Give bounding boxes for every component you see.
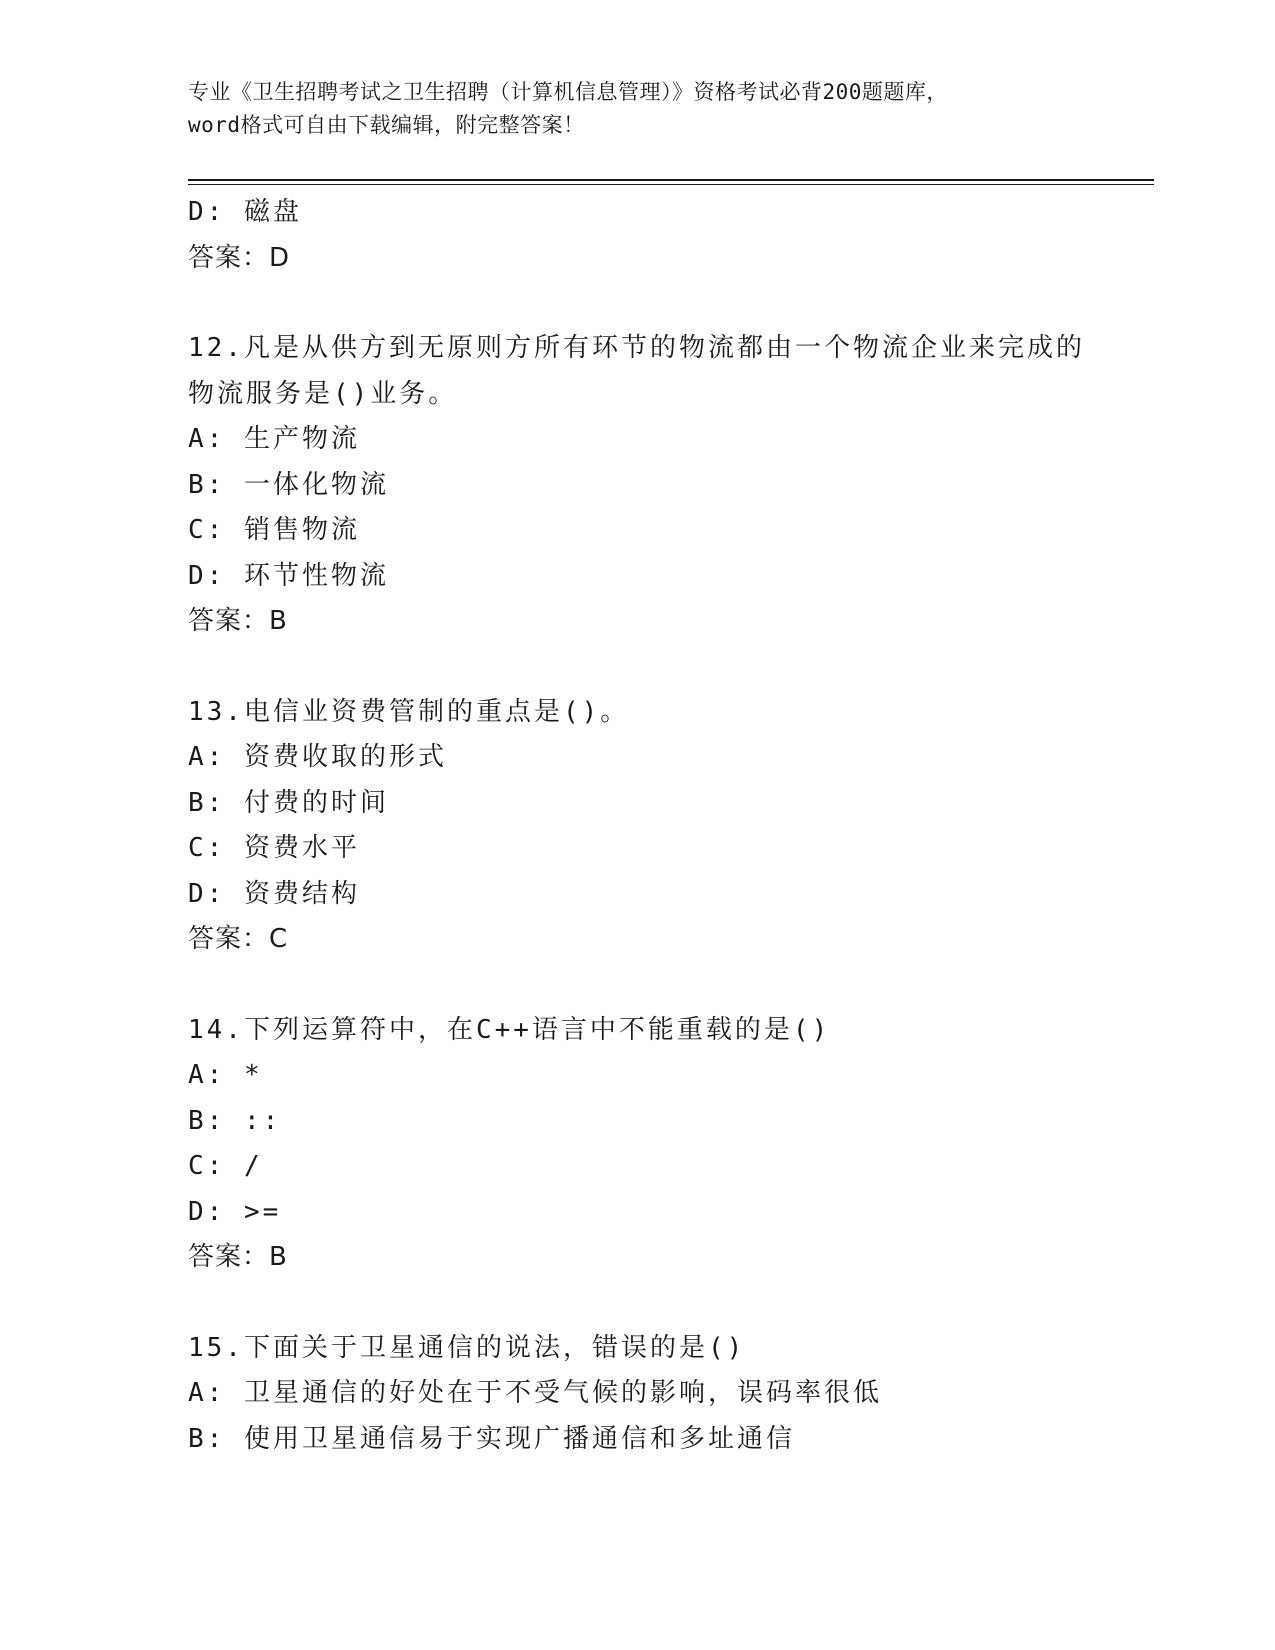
answer-line: 答案：C: [188, 924, 289, 954]
answer-line: 答案：B: [188, 606, 288, 636]
option-b: B: 付费的时间: [188, 787, 389, 818]
answer-line: 答案：B: [188, 1242, 288, 1272]
question-list: [188, 190, 1154, 1462]
document-header: [188, 76, 1088, 142]
question-stem: 14.下列运算符中，在C++语言中不能重载的是(): [188, 1014, 831, 1045]
option-a: A: 卫星通信的好处在于不受气候的影响，误码率很低: [188, 1378, 882, 1408]
question-stem: 13.电信业资费管制的重点是()。: [188, 696, 630, 727]
question-stem: 物流服务是()业务。: [188, 378, 458, 409]
question-stem: 12.凡是从供方到无原则方所有环节的物流都由一个物流企业来完成的: [188, 333, 1085, 363]
option-d: D: >=: [188, 1196, 282, 1227]
question-15: [188, 1326, 1154, 1463]
header-line-1: 专业《卫生招聘考试之卫生招聘（计算机信息管理）》资格考试必背200题题库，: [188, 80, 948, 104]
option-b: B: 使用卫星通信易于实现广播通信和多址通信: [188, 1423, 795, 1454]
option-d: D: 资费结构: [188, 878, 360, 909]
header-divider-thick: [188, 179, 1154, 181]
question-13: [188, 690, 1154, 963]
header-line-2: word格式可自由下载编辑，附完整答案！: [188, 113, 585, 137]
question-12: [188, 326, 1154, 645]
option-b: B: ::: [188, 1105, 282, 1136]
previous-question-tail: [188, 190, 1154, 281]
option-c: C: /: [188, 1151, 263, 1181]
question-14: [188, 1008, 1154, 1281]
option-a: A: *: [188, 1060, 263, 1090]
option-c: C: 资费水平: [188, 833, 360, 863]
option-b: B: 一体化物流: [188, 469, 389, 500]
option-a: A: 资费收取的形式: [188, 742, 447, 772]
option-d: D: 磁盘: [188, 197, 302, 227]
option-d: D: 环节性物流: [188, 560, 389, 591]
question-stem: 15.下面关于卫星通信的说法，错误的是(): [188, 1332, 746, 1363]
answer-line: 答案：D: [188, 242, 291, 273]
option-a: A: 生产物流: [188, 424, 360, 454]
header-divider-thin: [188, 184, 1154, 185]
option-c: C: 销售物流: [188, 515, 360, 545]
